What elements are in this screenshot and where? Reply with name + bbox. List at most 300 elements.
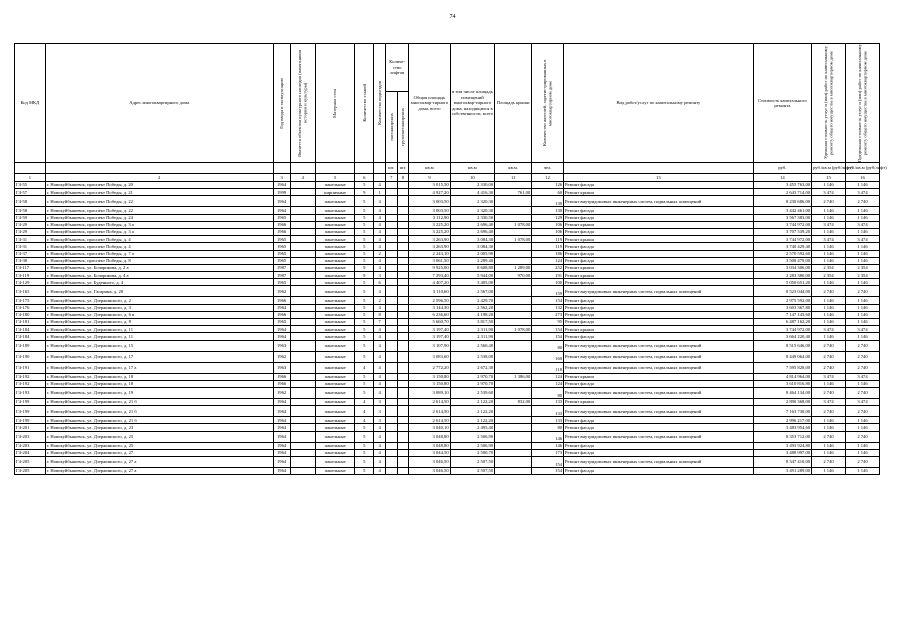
row-incl-area: 2 506,90: [450, 431, 495, 442]
unit-cell: [15, 163, 46, 174]
header-code: Код МКД: [15, 44, 46, 163]
row-cost: 3 488 997,00: [753, 449, 811, 456]
row-cargo-elevators: [397, 304, 409, 311]
row-total-area: 2 596,50: [409, 297, 450, 304]
row-max-cost: 2 740: [845, 387, 879, 398]
row-residents: 146: [532, 431, 564, 442]
row-entrances: 4: [374, 182, 386, 189]
row-unit-cost: 2 740: [812, 431, 846, 442]
row-walls: панельные: [316, 196, 355, 207]
row-heritage: [290, 250, 315, 257]
row-walls: панельные: [316, 467, 355, 474]
row-incl-area: 2 122,20: [450, 398, 495, 405]
column-number: 2: [45, 174, 273, 182]
row-code: Г4-175: [15, 297, 46, 304]
row-total-area: 3 044,50: [409, 449, 450, 456]
row-heritage: [290, 311, 315, 318]
row-passenger-elevators: [385, 387, 397, 398]
row-max-cost: 1 146: [845, 311, 879, 318]
row-address: г. Новокуйбышевск, ул. Дзержинского, д. 18: [45, 373, 273, 380]
row-roof-area: [495, 442, 532, 449]
row-heritage: [290, 207, 315, 214]
row-unit-cost: 1 146: [812, 424, 846, 431]
row-year: 1966: [273, 221, 290, 228]
row-incl-area: 2 122,20: [450, 417, 495, 424]
row-passenger-elevators: [385, 319, 397, 326]
row-passenger-elevators: [385, 333, 397, 340]
row-total-area: 3 263,90: [409, 236, 450, 243]
row-total-area: 2 614,50: [409, 398, 450, 405]
row-entrances: 4: [374, 304, 386, 311]
row-walls: панельные: [316, 326, 355, 333]
table-row: [15, 326, 880, 333]
row-walls: панельные: [316, 373, 355, 380]
row-roof-area: [495, 333, 532, 340]
row-cost: 3 744 972,00: [753, 236, 811, 243]
row-total-area: 3 150,80: [409, 380, 450, 387]
row-passenger-elevators: [385, 257, 397, 264]
row-cargo-elevators: [397, 264, 409, 271]
row-address: г. Новокуйбышевск, ул. Дзержинского, д. 3: [45, 304, 273, 311]
row-unit-cost: 1 146: [812, 297, 846, 304]
row-year: 1966: [273, 380, 290, 387]
units-row: [15, 163, 880, 174]
row-work-type: Ремонт фасада: [564, 311, 754, 318]
row-residents: 124: [532, 257, 564, 264]
row-cost: 7 163 730,00: [753, 406, 811, 417]
row-address: г. Новокуйбышевск, ул. Буденного, д. 4: [45, 279, 273, 286]
row-entrances: 6: [374, 279, 386, 286]
row-address: г. Новокуйбышевск, проспект Победы, д. 7 а: [45, 250, 273, 257]
row-cost: 5 050 651,20: [753, 279, 811, 286]
row-residents: 154: [532, 456, 564, 467]
row-passenger-elevators: [385, 243, 397, 250]
row-code: Г4-205: [15, 467, 46, 474]
row-max-cost: 1 146: [845, 442, 879, 449]
row-roof-area: [495, 311, 532, 318]
table-row: [15, 333, 880, 340]
row-total-area: 5 660,70: [409, 319, 450, 326]
row-cargo-elevators: [397, 333, 409, 340]
row-unit-cost: 1 146: [812, 182, 846, 189]
row-incl-area: 2 696,40: [450, 228, 495, 235]
row-address: г. Новокуйбышевск, проспект Победы, д. 22: [45, 196, 273, 207]
row-address: г. Новокуйбышевск, ул. Гагарина, д. 28: [45, 286, 273, 297]
row-total-area: 3 225,20: [409, 228, 450, 235]
row-heritage: [290, 362, 315, 373]
row-walls: панельные: [316, 304, 355, 311]
row-entrances: 4: [374, 221, 386, 228]
row-cost: 2 283 380,00: [753, 272, 811, 279]
row-max-cost: 1 146: [845, 182, 879, 189]
row-year: 1964: [273, 207, 290, 214]
unit-cell: руб.: [753, 163, 811, 174]
table-row: [15, 319, 880, 326]
row-unit-cost: 2 740: [812, 456, 846, 467]
unit-cell: руб./кв.м (руб/лифт): [812, 163, 846, 174]
row-total-area: 4 927,20: [409, 189, 450, 196]
row-max-cost: 2 740: [845, 362, 879, 373]
row-heritage: [290, 417, 315, 424]
row-walls: панельные: [316, 340, 355, 351]
row-unit-cost: 3 474: [812, 189, 846, 196]
row-heritage: [290, 304, 315, 311]
row-cost: 8 347 410,00: [753, 456, 811, 467]
row-floors: 5: [355, 351, 374, 362]
row-total-area: 3 046,50: [409, 467, 450, 474]
table-row: [15, 449, 880, 456]
table-row: [15, 196, 880, 207]
row-heritage: [290, 297, 315, 304]
row-cost: 3 442 461,00: [753, 207, 811, 214]
row-entrances: 3: [374, 398, 386, 405]
row-roof-area: [495, 449, 532, 456]
row-entrances: 4: [374, 286, 386, 297]
row-entrances: 4: [374, 236, 386, 243]
row-passenger-elevators: [385, 340, 397, 351]
row-walls: панельные: [316, 319, 355, 326]
row-cargo-elevators: [397, 182, 409, 189]
row-total-area: 3 263,90: [409, 243, 450, 250]
row-unit-cost: 3 474: [812, 373, 846, 380]
row-incl-area: 2 330,50: [450, 214, 495, 221]
row-entrances: 1: [374, 189, 386, 196]
row-code: Г4-31: [15, 243, 46, 250]
row-year: 1964: [273, 417, 290, 424]
row-walls: панельные: [316, 311, 355, 318]
table-row: [15, 467, 880, 474]
row-unit-cost: 1 146: [812, 449, 846, 456]
row-roof-area: 1 289,00: [495, 264, 532, 271]
row-entrances: 4: [374, 449, 386, 456]
row-heritage: [290, 449, 315, 456]
row-floors: 9: [355, 272, 374, 279]
row-roof-area: [495, 380, 532, 387]
row-roof-area: [495, 304, 532, 311]
row-unit-cost: 1 146: [812, 279, 846, 286]
row-unit-cost: 3 474: [812, 221, 846, 228]
row-max-cost: 2 740: [845, 456, 879, 467]
row-heritage: [290, 228, 315, 235]
row-total-area: 3 144,30: [409, 304, 450, 311]
column-number: 3: [273, 174, 290, 182]
header-unit-cost: Удельная стоимость услуг и (или) работ по капитальному ремонту общего имущества в многоквартирном доме: [812, 44, 846, 163]
row-residents: 129: [532, 214, 564, 221]
row-code: Г4-203: [15, 442, 46, 449]
row-cargo-elevators: [397, 250, 409, 257]
row-passenger-elevators: [385, 326, 397, 333]
row-heritage: [290, 373, 315, 380]
row-total-area: 2 614,50: [409, 417, 450, 424]
row-code: Г4-181: [15, 319, 46, 326]
row-work-type: Ремонт фасада: [564, 279, 754, 286]
row-floors: 5: [355, 333, 374, 340]
row-cargo-elevators: [397, 286, 409, 297]
row-residents: 154: [532, 326, 564, 333]
row-entrances: 4: [374, 424, 386, 431]
row-unit-cost: 1 146: [812, 243, 846, 250]
row-residents: 124: [532, 373, 564, 380]
row-walls: панельные: [316, 207, 355, 214]
row-passenger-elevators: [385, 442, 397, 449]
row-entrances: 4: [374, 340, 386, 351]
row-heritage: [290, 431, 315, 442]
row-total-area: 6 236,60: [409, 311, 450, 318]
row-work-type: Ремонт крыши: [564, 221, 754, 228]
row-work-type: Ремонт внутридомовых инженерных систем, подвальных помещений: [564, 340, 754, 351]
unit-cell: чел.: [532, 163, 564, 174]
row-year: 1964: [273, 467, 290, 474]
row-max-cost: 1 146: [845, 228, 879, 235]
row-year: 1987: [273, 272, 290, 279]
row-walls: панельные: [316, 182, 355, 189]
row-unit-cost: 1 146: [812, 311, 846, 318]
row-cargo-elevators: [397, 442, 409, 449]
row-cost: 3 744 972,00: [753, 326, 811, 333]
row-floors: 5: [355, 279, 374, 286]
row-walls: панельные: [316, 449, 355, 456]
row-entrances: 4: [374, 387, 386, 398]
column-number: 1: [15, 174, 46, 182]
unit-cell: кв.м.: [495, 163, 532, 174]
row-address: г. Новокуйбышевск, ул. Дзержинского, д. 17: [45, 351, 273, 362]
column-number: 4: [290, 174, 315, 182]
row-max-cost: 2 740: [845, 431, 879, 442]
table-row: [15, 387, 880, 398]
row-work-type: Ремонт фасада: [564, 333, 754, 340]
row-entrances: 4: [374, 373, 386, 380]
row-floors: 5: [355, 207, 374, 214]
row-residents: 100: [532, 279, 564, 286]
row-work-type: Ремонт фасада: [564, 207, 754, 214]
row-cost: 3 740 429,40: [753, 243, 811, 250]
row-year: 1964: [273, 196, 290, 207]
row-cargo-elevators: [397, 207, 409, 214]
unit-cell: шт.: [385, 163, 397, 174]
row-walls: кирпичные: [316, 189, 355, 196]
row-walls: панельные: [316, 431, 355, 442]
row-floors: 9: [355, 264, 374, 271]
row-year: 1964: [273, 326, 290, 333]
row-residents: 130: [532, 207, 564, 214]
row-total-area: 2 772,20: [409, 362, 450, 373]
row-max-cost: 1 146: [845, 333, 879, 340]
row-max-cost: 1 146: [845, 257, 879, 264]
row-entrances: 4: [374, 214, 386, 221]
row-residents: 80: [532, 387, 564, 398]
row-code: Г4-58: [15, 207, 46, 214]
row-heritage: [290, 406, 315, 417]
row-entrances: 4: [374, 442, 386, 449]
row-cost: 3 034 306,00: [753, 264, 811, 271]
row-heritage: [290, 380, 315, 387]
row-year: 1965: [273, 257, 290, 264]
row-heritage: [290, 257, 315, 264]
row-year: 1964: [273, 406, 290, 417]
row-floors: 4: [355, 406, 374, 417]
row-walls: панельные: [316, 380, 355, 387]
row-address: г. Новокуйбышевск, ул. Дзержинского, д. 11: [45, 333, 273, 340]
row-cargo-elevators: [397, 424, 409, 431]
row-code: Г4-192: [15, 380, 46, 387]
row-passenger-elevators: [385, 196, 397, 207]
header-residents: Количество жителей, зарегистрированных в многоквартирном доме: [532, 44, 564, 163]
row-passenger-elevators: [385, 297, 397, 304]
row-unit-cost: 2 740: [812, 406, 846, 417]
row-residents: 146: [532, 442, 564, 449]
table-header: [15, 44, 880, 163]
row-max-cost: 2 740: [845, 340, 879, 351]
row-work-type: Ремонт крыши: [564, 189, 754, 196]
row-work-type: Ремонт крыши: [564, 326, 754, 333]
row-heritage: [290, 424, 315, 431]
row-cargo-elevators: [397, 189, 409, 196]
row-walls: панельные: [316, 351, 355, 362]
row-year: 1966: [273, 373, 290, 380]
row-passenger-elevators: [385, 456, 397, 467]
row-work-type: Ремонт фасада: [564, 257, 754, 264]
row-work-type: Ремонт фасада: [564, 442, 754, 449]
row-heritage: [290, 264, 315, 271]
row-year: 1964: [273, 442, 290, 449]
row-incl-area: 2 672,30: [450, 362, 495, 373]
row-code: Г4-38: [15, 257, 46, 264]
row-code: Г4-189: [15, 340, 46, 351]
row-code: Г4-199: [15, 417, 46, 424]
row-incl-area: 2 507,50: [450, 456, 495, 467]
row-entrances: 4: [374, 243, 386, 250]
row-roof-area: [495, 467, 532, 474]
row-address: г. Новокуйбышевск, ул. Дзержинского, д. 11: [45, 326, 273, 333]
row-floors: 5: [355, 380, 374, 387]
row-floors: 5: [355, 286, 374, 297]
row-unit-cost: 1 146: [812, 442, 846, 449]
row-unit-cost: 3 474: [812, 236, 846, 243]
row-walls: панельные: [316, 257, 355, 264]
row-residents: 154: [532, 333, 564, 340]
row-residents: 133: [532, 398, 564, 405]
row-work-type: Ремонт внутридомовых инженерных систем, подвальных помещений: [564, 387, 754, 398]
unit-cell: руб./кв.м (руб/лифт): [845, 163, 879, 174]
row-passenger-elevators: [385, 431, 397, 442]
row-entrances: 4: [374, 264, 386, 271]
row-address: г. Новокуйбышевск, ул. Дзержинского, д. 27 а: [45, 467, 273, 474]
row-passenger-elevators: [385, 417, 397, 424]
row-heritage: [290, 340, 315, 351]
row-max-cost: 1 146: [845, 417, 879, 424]
row-total-area: 3 112,90: [409, 214, 450, 221]
row-floors: 5: [355, 456, 374, 467]
row-passenger-elevators: [385, 286, 397, 297]
row-max-cost: 1 146: [845, 380, 879, 387]
table-row: [15, 456, 880, 467]
row-code: Г4-55: [15, 182, 46, 189]
row-roof-area: 1 078,00: [495, 221, 532, 228]
row-total-area: 3 048,80: [409, 442, 450, 449]
row-roof-area: [495, 196, 532, 207]
table-row: [15, 250, 880, 257]
row-walls: панельные: [316, 424, 355, 431]
row-residents: 80: [532, 340, 564, 351]
row-residents: 191: [532, 272, 564, 279]
row-max-cost: 3 474: [845, 221, 879, 228]
row-cargo-elevators: [397, 467, 409, 474]
row-heritage: [290, 214, 315, 221]
row-passenger-elevators: [385, 373, 397, 380]
table-row: [15, 362, 880, 373]
table-row: [15, 406, 880, 417]
row-address: г. Новокуйбышевск, ул. Дзержинского, д. 23: [45, 424, 273, 431]
table-row: [15, 373, 880, 380]
row-passenger-elevators: [385, 189, 397, 196]
row-address: г. Новокуйбышевск, проспект Победы, д. 22: [45, 207, 273, 214]
row-entrances: 4: [374, 333, 386, 340]
row-roof-area: [495, 431, 532, 442]
row-roof-area: [495, 182, 532, 189]
row-cost: 6 487 162,20: [753, 319, 811, 326]
row-cargo-elevators: [397, 431, 409, 442]
row-code: Г4-129: [15, 279, 46, 286]
row-floors: 4: [355, 417, 374, 424]
row-work-type: Ремонт внутридомовых инженерных систем, подвальных помещений: [564, 351, 754, 362]
row-incl-area: 2 311,90: [450, 333, 495, 340]
row-entrances: 4: [374, 380, 386, 387]
row-address: г. Новокуйбышевск, проспект Победы, д. 8: [45, 257, 273, 264]
row-unit-cost: 1 146: [812, 333, 846, 340]
unit-cell: [290, 163, 315, 174]
row-walls: панельные: [316, 286, 355, 297]
row-floors: 5: [355, 304, 374, 311]
row-incl-area: 2 507,50: [450, 467, 495, 474]
row-max-cost: 3 474: [845, 189, 879, 196]
row-code: Г4-57: [15, 189, 46, 196]
row-code: Г4-199: [15, 398, 46, 405]
row-entrances: 3: [374, 417, 386, 424]
table-row: [15, 264, 880, 271]
row-cost: 8 449 064,00: [753, 351, 811, 362]
row-total-area: 3 107,90: [409, 340, 450, 351]
row-year: 1964: [273, 456, 290, 467]
row-total-area: 3 048,80: [409, 431, 450, 442]
row-incl-area: 2 495,40: [450, 424, 495, 431]
row-work-type: Ремонт крыши: [564, 398, 754, 405]
row-work-type: Ремонт фасада: [564, 449, 754, 456]
row-heritage: [290, 387, 315, 398]
row-address: г. Новокуйбышевск, ул. Бочарикова, д. 2 а: [45, 264, 273, 271]
row-year: 1964: [273, 333, 290, 340]
row-incl-area: 2 970,70: [450, 380, 495, 387]
row-incl-area: 2 320,30: [450, 207, 495, 214]
row-heritage: [290, 456, 315, 467]
table-body: [15, 182, 880, 475]
row-work-type: Ремонт фасада: [564, 243, 754, 250]
row-work-type: Ремонт фасада: [564, 250, 754, 257]
row-residents: 186: [532, 250, 564, 257]
row-cargo-elevators: [397, 236, 409, 243]
table-row: [15, 243, 880, 250]
row-unit-cost: 2 740: [812, 362, 846, 373]
row-incl-area: 3 084,30: [450, 236, 495, 243]
row-cost: 3 493 924,80: [753, 442, 811, 449]
column-number: 11: [495, 174, 532, 182]
row-year: 1964: [273, 304, 290, 311]
row-walls: панельные: [316, 387, 355, 398]
row-heritage: [290, 236, 315, 243]
row-cargo-elevators: [397, 362, 409, 373]
row-address: г. Новокуйбышевск, ул. Дзержинского, д. 21 б: [45, 406, 273, 417]
row-work-type: Ремонт фасада: [564, 214, 754, 221]
row-unit-cost: 1 146: [812, 214, 846, 221]
